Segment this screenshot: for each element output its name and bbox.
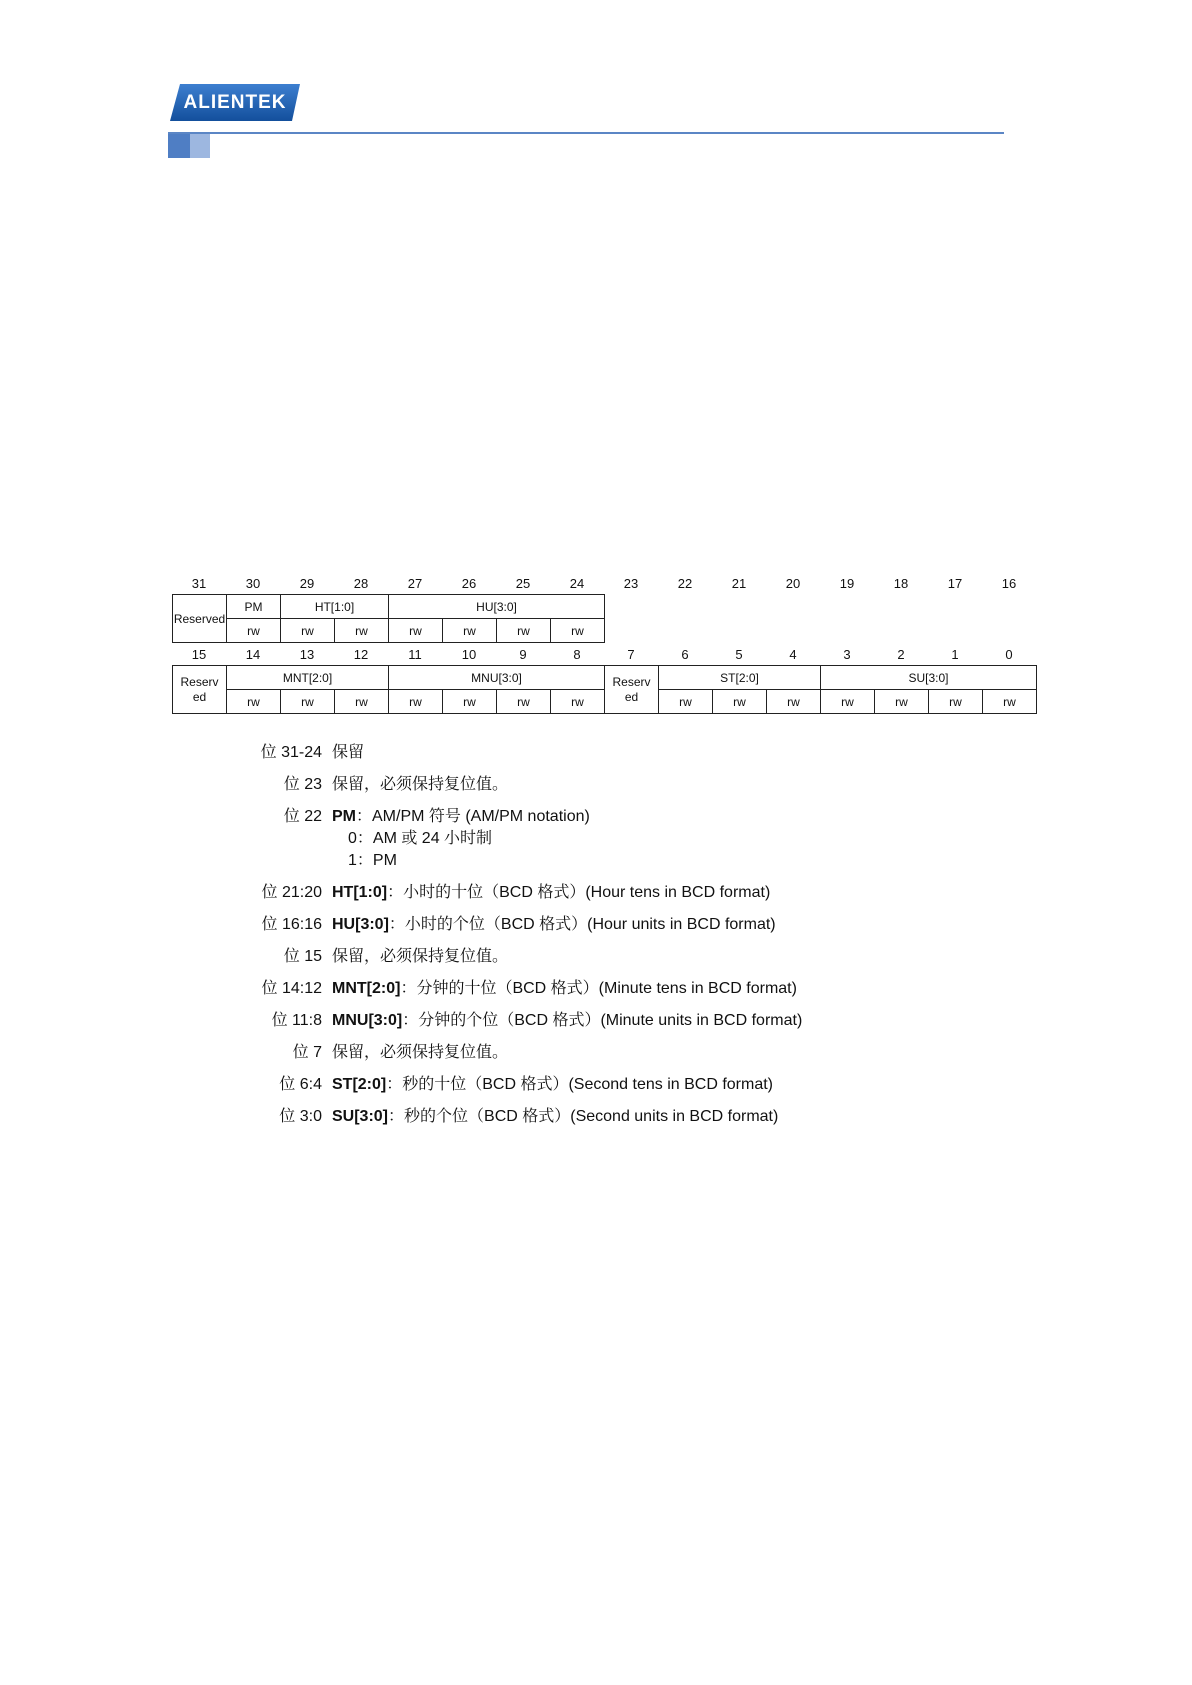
bit-range: 位 16:16 [261,916,322,933]
bit-range: 位 22 [283,808,322,825]
bit-number: 19 [839,575,855,591]
field-text: 保留，必须保持复位值。 [332,776,509,793]
bit-range: 位 21:20 [261,884,322,901]
bit-number: 12 [353,646,369,662]
description-row [200,1043,1000,1075]
bit-number: 31 [191,575,207,591]
bit-number: 9 [519,646,527,662]
access-cell: rw [929,690,983,714]
description-row [200,947,1000,979]
field-text: ：AM/PM 符号 (AM/PM notation) [356,808,590,825]
lower-register-table [172,665,1037,714]
access-cell: rw [389,690,443,714]
bit-number: 30 [245,575,261,591]
bit-number: 29 [299,575,315,591]
bit-number: 28 [353,575,369,591]
field-name: MNT[2:0] [332,980,401,997]
bit-number: 18 [893,575,909,591]
access-cell: rw [767,690,821,714]
access-cell: rw [227,619,281,643]
bit-range: 位 6:4 [279,1076,322,1093]
bit-range: 位 31-24 [260,744,322,761]
field-text: ：小时的个位（BCD 格式）(Hour units in BCD format) [388,916,776,933]
field-name: MNU[3:0] [332,1012,403,1029]
bit-description [332,883,770,903]
ht-field: HT[1:0] [281,595,389,619]
bit-number: 23 [623,575,639,591]
bit-description [332,743,364,763]
bit-description [332,979,797,999]
bit-number: 16 [1001,575,1017,591]
bit-description [332,947,508,967]
header-accent-dark [168,134,190,158]
hu-field: HU[3:0] [389,595,605,619]
field-text: ：小时的十位（BCD 格式）(Hour tens in BCD format) [387,884,771,901]
mnt-field: MNT[2:0] [227,666,389,690]
bit-number: 15 [191,646,207,662]
description-row [200,743,1000,775]
alientek-logo [170,84,300,121]
su-field: SU[3:0] [821,666,1037,690]
bit-number: 6 [681,646,689,662]
description-row [200,1075,1000,1107]
bit-number: 13 [299,646,315,662]
field-name: ST[2:0] [332,1076,387,1093]
bit-number: 26 [461,575,477,591]
pm-field: PM [227,595,281,619]
bit-range: 位 23 [283,776,322,793]
bit-description [332,1075,773,1095]
bit-descriptions [200,743,1000,1139]
access-cell: rw [551,619,605,643]
field-text: ：秒的十位（BCD 格式）(Second tens in BCD format) [386,1076,773,1093]
access-cell: rw [389,619,443,643]
mnu-field: MNU[3:0] [389,666,605,690]
bit-number: 24 [569,575,585,591]
bit-number: 7 [627,646,635,662]
reserved-bit15-field: Reserv ed [173,666,227,714]
access-cell: rw [713,690,767,714]
reserved-field: Reserved [173,595,227,643]
field-name: PM [332,808,356,825]
description-row [200,979,1000,1011]
bit-range: 位 3:0 [279,1108,322,1125]
description-row [200,1107,1000,1139]
field-text: 保留，必须保持复位值。 [332,948,509,965]
description-row [200,915,1000,947]
st-field: ST[2:0] [659,666,821,690]
access-cell: rw [443,619,497,643]
access-cell: rw [335,690,389,714]
bit-number: 4 [789,646,797,662]
access-cell: rw [983,690,1037,714]
bit-range: 位 7 [292,1044,322,1061]
bit-description [332,1011,802,1031]
bit-description [332,915,776,935]
lower-bit-numbers [172,643,1037,665]
field-text: ：分钟的十位（BCD 格式）(Minute tens in BCD format) [400,980,797,997]
bit-range: 位 14:12 [261,980,322,997]
field-text: 保留 [332,744,365,761]
field-name: HU[3:0] [332,916,389,933]
field-text: 保留，必须保持复位值。 [332,1044,509,1061]
bit-number: 11 [408,646,422,662]
option-line: 1：PM [348,852,397,869]
header-accent-light [190,134,210,158]
logo-text: ALIENTEK [183,91,287,113]
access-cell: rw [497,619,551,643]
access-cell: rw [821,690,875,714]
field-name: HT[1:0] [332,884,388,901]
field-text: ：分钟的个位（BCD 格式）(Minute units in BCD format) [402,1012,803,1029]
bit-number: 1 [951,646,959,662]
upper-register-table [172,594,605,643]
access-cell: rw [551,690,605,714]
bit-number: 8 [573,646,581,662]
bit-range: 位 15 [283,948,322,965]
access-cell: rw [335,619,389,643]
upper-bit-numbers [172,572,1037,594]
bit-description [332,807,590,827]
description-row [200,883,1000,915]
field-name: SU[3:0] [332,1108,389,1125]
bit-number: 22 [677,575,693,591]
description-row [200,807,1000,883]
access-cell: rw [875,690,929,714]
bit-number: 2 [897,646,905,662]
bit-number: 27 [407,575,423,591]
description-row [200,1011,1000,1043]
bit-number: 5 [735,646,743,662]
bit-description [332,1107,778,1127]
access-cell: rw [443,690,497,714]
bit-number: 14 [245,646,261,662]
access-cell: rw [227,690,281,714]
bit-description [332,1043,508,1063]
bit-range: 位 11:8 [271,1012,322,1029]
field-text: ：秒的个位（BCD 格式）(Second units in BCD format) [388,1108,779,1125]
access-cell: rw [281,690,335,714]
access-cell: rw [659,690,713,714]
bit-number: 20 [785,575,801,591]
access-cell: rw [281,619,335,643]
option-line: 0：AM 或 24 小时制 [348,830,493,847]
description-row [200,775,1000,807]
bit-number: 10 [461,646,477,662]
rtc-tr-register-diagram [172,572,1037,714]
bit-number: 17 [947,575,963,591]
reserved-bit7-field: Reserv ed [605,666,659,714]
bit-number: 21 [731,575,747,591]
bit-number: 0 [1005,646,1013,662]
access-cell: rw [497,690,551,714]
header-rule [168,132,1004,134]
bit-number: 3 [843,646,851,662]
bit-description [332,775,508,795]
bit-number: 25 [515,575,531,591]
